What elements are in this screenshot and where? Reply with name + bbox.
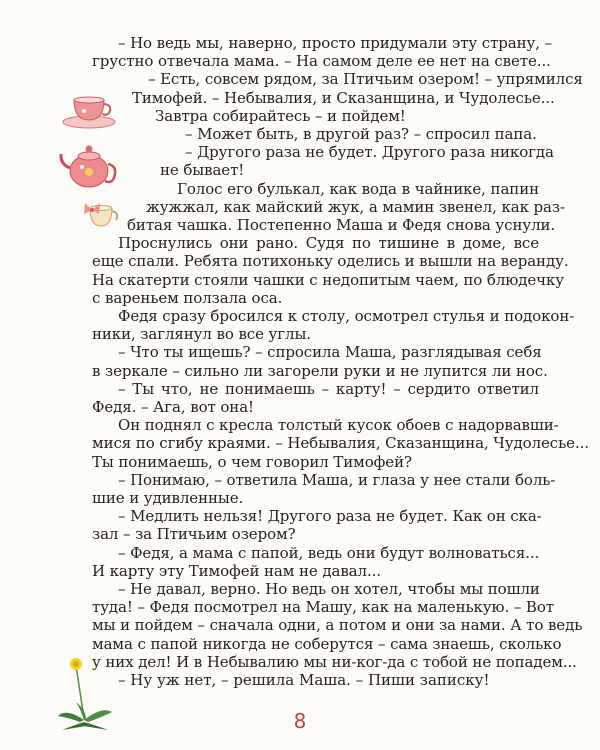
text-line: – Что ты ищешь? – спросила Маша, разглядывая себя xyxy=(118,343,542,362)
text-line-last: – Ну уж нет, – решила Маша. – Пиши записку! xyxy=(118,671,490,689)
text-line: Федя. – Ага, вот она! xyxy=(92,398,254,416)
teapot-illustration xyxy=(58,138,120,192)
text-line: Проснулись они рано. Судя по тишине в доме, все xyxy=(118,234,539,253)
text-line: Он поднял с кресла толстый кусок обоев с надорвавши- xyxy=(118,416,559,435)
page-number: 8 xyxy=(293,709,307,733)
text-line: – Есть, совсем рядом, за Птичьим озером! – упрямился xyxy=(148,70,583,89)
text-line: еще спали. Ребята потихоньку оделись и вышли на веранду. xyxy=(92,252,569,271)
text-line: мама с папой никогда не соберутся – сама знаешь, сколько xyxy=(92,634,562,653)
text-line: – Может быть, в другой раз? – спросил папа. xyxy=(185,125,537,143)
text-line: Ты понимаешь, о чем говорил Тимофей? xyxy=(92,452,412,471)
text-line: битая чашка. Постепенно Маша и Федя снова уснули. xyxy=(127,216,556,234)
text-line: мися по сгибу краями. – Небывалия, Сказанщина, Чудолесье... xyxy=(92,434,589,453)
text-line: – Федя, а мама с папой, ведь они будут волноваться... xyxy=(118,543,540,562)
text-line: – Ты что, не понимаешь – карту! – сердито ответил xyxy=(118,379,539,398)
text-line: жужжал, как майский жук, а мамин звенел, как раз- xyxy=(146,197,565,216)
text-line: Федя сразу бросился к столу, осмотрел стулья и подокон- xyxy=(118,307,575,325)
text-line: Тимофей. – Небывалия, и Сказанщина, и Чудолесье... xyxy=(132,88,555,107)
text-line: в зеркале – сильно ли загорели руки и не лупится ли нос. xyxy=(92,361,548,380)
text-line: с вареньем ползала оса. xyxy=(92,288,283,307)
text-line: И карту эту Тимофей нам не давал... xyxy=(92,561,381,580)
text-line: мы и пойдем – сначала одни, а потом и они за нами. А то ведь xyxy=(92,616,583,635)
text-line: На скатерти стояли чашки с недопитым чаем, по блюдечку xyxy=(92,270,564,289)
text-line: Голос его булькал, как вода в чайнике, папин xyxy=(177,179,539,198)
text-line: грустно отвечала мама. – На самом деле ее нет на свете... xyxy=(92,52,551,71)
text-line: зал – за Птичьим озером? xyxy=(92,525,296,544)
text-line: – Не давал, верно. Но ведь он хотел, чтобы мы пошли xyxy=(118,580,540,598)
teacup-illustration xyxy=(60,92,118,130)
text-line: – Медлить нельзя! Другого раза не будет. Как он ска- xyxy=(118,507,542,526)
text-line: – Но ведь мы, наверно, просто придумали эту страну, – xyxy=(118,34,552,52)
cup-with-bow-illustration xyxy=(78,200,124,234)
text-line: Завтра собирайтесь – и пойдем! xyxy=(155,106,406,125)
text-line: шие и удивленные. xyxy=(92,489,244,507)
text-line: – Другого раза не будет. Другого раза никогда xyxy=(185,143,554,162)
text-line: туда! – Федя посмотрел на Машу, как на маленькую. – Вот xyxy=(92,598,554,617)
text-line: не бывает! xyxy=(160,161,245,180)
text-line: у них дел! И в Небывалию мы ни-ког-да с тобой не попадем... xyxy=(92,652,577,671)
text-line: – Понимаю, – ответила Маша, и глаза у нее стали боль- xyxy=(118,470,556,489)
text-line: ники, заглянул во все углы. xyxy=(92,325,311,344)
